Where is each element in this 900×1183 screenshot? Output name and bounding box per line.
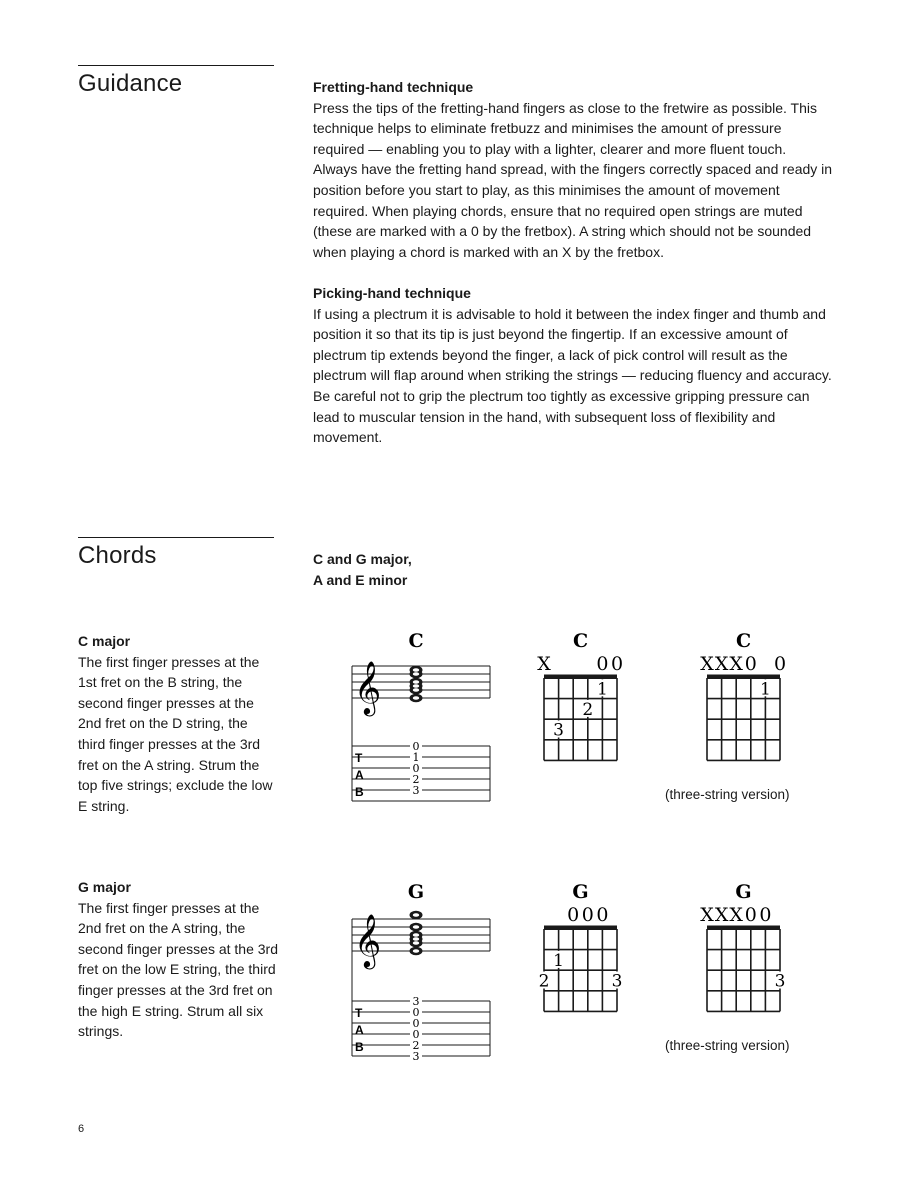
c-notation-chord-name: C <box>408 630 424 652</box>
fretbox-nut <box>707 926 780 931</box>
muted-string-marker: X <box>714 653 729 675</box>
muted-string-marker: X <box>729 653 743 675</box>
g-major-notation <box>340 876 500 1061</box>
finger-number: 2 <box>582 699 594 720</box>
open-string-marker: 0 <box>759 904 772 926</box>
chords-subheading <box>313 549 412 590</box>
c-tab-num: 3 <box>412 784 420 797</box>
fretbox-chord-name: G <box>572 881 589 903</box>
g-treble-clef-icon: 𝄞 <box>354 913 382 967</box>
g-tab-num: 0 <box>412 1017 420 1030</box>
muted-string-marker: X <box>700 904 714 926</box>
g-tab-num: 3 <box>412 995 420 1008</box>
finger-number: 3 <box>611 971 623 992</box>
g-tab-num: 2 <box>412 1039 420 1052</box>
fretting-heading: Fretting-hand technique <box>313 79 474 95</box>
c-major-notation <box>340 625 500 810</box>
finger-number: 3 <box>553 720 565 741</box>
c-tab-letter-b: B <box>355 785 364 799</box>
c-tab-letter-t: T <box>355 751 363 765</box>
g-notation-chord-name: G <box>407 881 425 903</box>
muted-string-marker: X <box>714 904 729 926</box>
c-major-three-string-fretbox <box>693 625 793 770</box>
c-treble-clef-icon: 𝄞 <box>354 660 382 714</box>
muted-string-marker: X <box>537 653 551 675</box>
c-tab-num: 1 <box>412 751 420 764</box>
fretbox-nut <box>544 926 617 931</box>
open-string-marker: 0 <box>596 653 609 675</box>
fretbox-chord-name: C <box>735 630 752 652</box>
open-string-marker: 0 <box>596 904 609 926</box>
fretting-text: Press the tips of the fretting-hand fingers as close to the fretwire as possible. This technique helps to eliminate fretbuzz and minimises the amount of pressure required — enabling you to play with a lighter, clearer and more fluent touch. Always have the fretting hand spread, with the fingers correctly spaced and ready in position before you start to play, as this minimises the amount of movement required. When playing chords, ensure that no required open strings are muted (these are marked with a 0 by the fretbox). A string which should not be sounded when playing a chord is marked with an X by the fretbox. <box>313 99 833 260</box>
g-tab-letter-t: T <box>355 1006 363 1020</box>
finger-number: 1 <box>553 950 565 971</box>
g-major-caption: (three-string version) <box>665 1038 790 1053</box>
chords-rule <box>78 537 274 538</box>
finger-number: 2 <box>538 971 550 992</box>
guidance-rule <box>78 65 274 66</box>
finger-number: 1 <box>759 679 771 700</box>
guidance-title: Guidance <box>78 70 183 97</box>
open-string-marker: 0 <box>744 904 757 926</box>
guidance-body <box>313 77 833 468</box>
g-major-block <box>78 877 278 1042</box>
open-string-marker: 0 <box>744 653 757 675</box>
g-tab-letter-a: A <box>355 1023 364 1037</box>
g-major-heading: G major <box>78 879 131 895</box>
open-string-marker: 0 <box>773 653 787 675</box>
muted-string-marker: X <box>729 904 743 926</box>
c-major-block <box>78 631 278 816</box>
chords-subheading-line2: A and E minor <box>313 571 408 588</box>
g-major-description: The first finger presses at the 2nd fret on the A string, the second finger presses at the 3rd fret on the low E string, the third finger presses at the 3rd fret on the high E string. Strum all six strings. <box>78 899 279 1040</box>
c-tab-num: 2 <box>412 773 420 786</box>
muted-string-marker: X <box>700 653 714 675</box>
c-major-description: The first finger presses at the 1st fret on the B string, the second finger presses at the 2nd fret on the D string, the third finger presses at the 3rd fret on the A string. Strum the top five strings; exclude the low E string. <box>78 653 273 814</box>
chords-subheading-line1: C and G major, <box>313 551 412 567</box>
g-tab-num: 0 <box>412 1028 420 1041</box>
page-number: 6 <box>78 1123 85 1135</box>
g-major-three-string-fretbox <box>693 876 793 1021</box>
c-major-caption: (three-string version) <box>665 787 790 802</box>
c-tab-num: 0 <box>412 762 420 775</box>
g-tab-numbers <box>410 995 422 1063</box>
g-major-fretbox <box>530 876 630 1021</box>
finger-number: 1 <box>596 679 608 700</box>
g-tab-letter-b: B <box>355 1040 364 1054</box>
g-tab-num: 0 <box>412 1006 420 1019</box>
c-tab-numbers <box>410 740 422 797</box>
g-noteheads <box>410 911 423 956</box>
c-tab-num: 0 <box>412 740 420 753</box>
open-string-marker: 0 <box>581 904 594 926</box>
c-major-heading: C major <box>78 633 131 649</box>
g-tab-num: 3 <box>412 1050 420 1063</box>
fretbox-chord-name: G <box>735 881 752 903</box>
c-tab-letter-a: A <box>355 768 364 782</box>
chords-title: Chords <box>78 542 157 569</box>
open-string-marker: 0 <box>567 904 580 926</box>
picking-text: If using a plectrum it is advisable to hold it between the index finger and thumb and position it so that its tip is just beyond the fingertip. If an excessive amount of plectrum tip extends beyond the finger, a lack of pick control will result as the plectrum will flap around when striking the strings — reducing fluency and accuracy. Be careful not to grip the plectrum too tightly as excessive gripping pressure can lead to muscular tension in the hand, with subsequent loss of flexibility and movement. <box>313 305 832 446</box>
fretbox-chord-name: C <box>572 630 589 652</box>
finger-number: 3 <box>774 971 786 992</box>
open-string-marker: 0 <box>610 653 624 675</box>
picking-heading: Picking-hand technique <box>313 284 471 301</box>
c-major-fretbox <box>530 625 630 770</box>
